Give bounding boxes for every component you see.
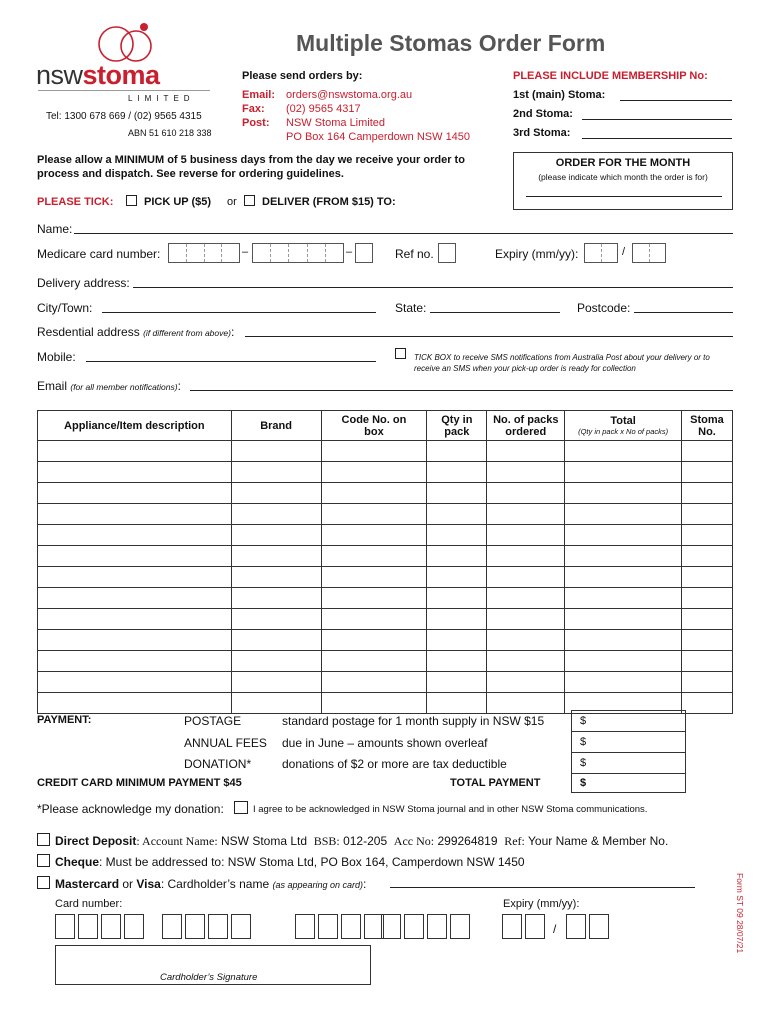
- residential-note: (if different from above): [143, 328, 231, 338]
- dd-checkbox[interactable]: [37, 833, 50, 846]
- post-label: Post:: [242, 117, 270, 129]
- page-title: Multiple Stomas Order Form: [296, 30, 606, 56]
- post-line1: NSW Stoma Limited: [286, 117, 386, 129]
- table-cell[interactable]: [487, 588, 565, 609]
- table-cell[interactable]: [487, 630, 565, 651]
- card-mastercard: Mastercard: [55, 877, 120, 891]
- table-cell[interactable]: [321, 567, 427, 588]
- cheque-label: Cheque: [55, 855, 100, 869]
- table-row: [38, 525, 733, 546]
- table-cell[interactable]: [427, 504, 487, 525]
- payment-desc-postage: standard postage for 1 month supply in NSW $15: [282, 714, 545, 728]
- table-cell[interactable]: [565, 525, 682, 546]
- membership-third-field[interactable]: [582, 127, 732, 139]
- table-cell[interactable]: [231, 609, 321, 630]
- table-row: [38, 462, 733, 483]
- table-cell[interactable]: [681, 546, 732, 567]
- email-label: Email:: [242, 89, 276, 101]
- card-expiry-label: Expiry (mm/yy):: [503, 898, 580, 910]
- table-cell[interactable]: [565, 483, 682, 504]
- table-cell[interactable]: [487, 672, 565, 693]
- processing-notice: Please allow a MINIMUM of 5 business days from the day we receive your order to process and dispatch. See reverse for ordering guidelines.: [37, 154, 465, 180]
- email-label-wrap: [37, 379, 181, 393]
- table-cell[interactable]: [427, 672, 487, 693]
- card-holder-colon: :: [363, 877, 367, 891]
- table-cell[interactable]: [231, 483, 321, 504]
- amount-total[interactable]: $: [580, 777, 587, 789]
- table-cell[interactable]: [565, 630, 682, 651]
- table-row: [38, 630, 733, 651]
- table-cell[interactable]: [321, 504, 427, 525]
- payment-amount-box: [571, 710, 686, 793]
- items-header-row: [38, 411, 733, 441]
- payment-desc-donation: donations of $2 or more are tax deductible: [282, 757, 507, 771]
- table-cell[interactable]: [38, 651, 232, 672]
- amount-fees[interactable]: $: [572, 732, 685, 753]
- card-expiry-slash: /: [553, 922, 557, 936]
- city-label: City/Town:: [37, 301, 93, 315]
- membership-first-label: 1st (main) Stoma:: [513, 89, 606, 101]
- credit-minimum: CREDIT CARD MINIMUM PAYMENT $45: [37, 777, 242, 789]
- sms-text: TICK BOX to receive SMS notifications from Australia Post about your delivery or to receive an SMS when your pick-up order is ready for collection: [414, 353, 710, 373]
- table-cell[interactable]: [487, 567, 565, 588]
- table-cell[interactable]: [565, 441, 682, 462]
- name-field[interactable]: [74, 224, 733, 234]
- order-month-heading: ORDER FOR THE MONTH: [555, 157, 691, 169]
- table-cell[interactable]: [681, 693, 732, 714]
- logo-rule: [38, 90, 210, 91]
- org-abn: ABN 51 610 218 338: [128, 128, 212, 138]
- membership-first-field[interactable]: [620, 89, 732, 101]
- table-cell[interactable]: [427, 483, 487, 504]
- table-row: [38, 483, 733, 504]
- table-cell[interactable]: [565, 504, 682, 525]
- table-cell[interactable]: [565, 609, 682, 630]
- col-total-note: (Qty in pack x No of packs): [578, 427, 669, 436]
- table-row: [38, 546, 733, 567]
- medicare-box-1[interactable]: [168, 243, 240, 263]
- dd-acc-no: 299264819: [437, 834, 498, 848]
- ack-label: *Please acknowledge my donation:: [37, 802, 224, 816]
- deliver-checkbox[interactable]: [244, 195, 255, 206]
- table-cell[interactable]: [231, 651, 321, 672]
- table-cell[interactable]: [321, 609, 427, 630]
- table-cell[interactable]: [427, 693, 487, 714]
- table-cell[interactable]: [38, 483, 232, 504]
- table-cell[interactable]: [38, 441, 232, 462]
- table-cell[interactable]: [38, 546, 232, 567]
- email-note: (for all member notifications): [70, 382, 178, 392]
- table-cell[interactable]: [38, 462, 232, 483]
- dd-acc-no-label: Acc No:: [393, 834, 435, 848]
- table-cell[interactable]: [681, 504, 732, 525]
- medicare-box-3[interactable]: [355, 243, 373, 263]
- residential-field[interactable]: [245, 327, 733, 337]
- col-packs: No. of packs ordered: [487, 411, 565, 441]
- table-cell[interactable]: [38, 588, 232, 609]
- medicare-label: Medicare card number:: [37, 247, 161, 261]
- table-cell[interactable]: [427, 525, 487, 546]
- col-total: [565, 411, 682, 441]
- name-label: Name:: [37, 222, 73, 236]
- mobile-label: Mobile:: [37, 350, 76, 364]
- table-cell[interactable]: [681, 672, 732, 693]
- col-brand: Brand: [231, 411, 321, 441]
- table-cell[interactable]: [231, 525, 321, 546]
- table-cell[interactable]: [231, 504, 321, 525]
- dd-ref: Your Name & Member No.: [528, 834, 669, 848]
- state-field[interactable]: [430, 303, 560, 313]
- tick-or: or: [227, 196, 237, 208]
- ref-label: Ref no.: [395, 247, 434, 261]
- table-cell[interactable]: [487, 651, 565, 672]
- table-cell[interactable]: [427, 630, 487, 651]
- email-colon: :: [177, 379, 181, 393]
- table-cell[interactable]: [231, 567, 321, 588]
- table-cell[interactable]: [427, 609, 487, 630]
- ref-box[interactable]: [438, 243, 456, 263]
- form-code: Form ST 09 28/07/21: [735, 873, 745, 954]
- card-expiry-yy[interactable]: [566, 914, 612, 939]
- ack-text: I agree to be acknowledged in NSW Stoma journal and in other NSW Stoma communications.: [253, 804, 648, 815]
- card-checkbox[interactable]: [37, 876, 50, 889]
- city-field[interactable]: [102, 303, 376, 313]
- card-expiry-mm[interactable]: [502, 914, 548, 939]
- medicare-box-2[interactable]: [252, 243, 344, 263]
- dd-account-name: NSW Stoma Ltd: [221, 834, 308, 848]
- medicare-expiry-yy[interactable]: [632, 243, 666, 263]
- table-cell[interactable]: [231, 441, 321, 462]
- table-cell[interactable]: [427, 462, 487, 483]
- col-description: Appliance/Item description: [38, 411, 232, 441]
- signature-label: Cardholder’s Signature: [160, 972, 258, 983]
- table-cell[interactable]: [487, 504, 565, 525]
- table-cell[interactable]: [38, 672, 232, 693]
- total-payment-label: TOTAL PAYMENT: [450, 777, 541, 789]
- table-cell[interactable]: [487, 441, 565, 462]
- table-cell[interactable]: [321, 630, 427, 651]
- col-stoma: Stoma No.: [681, 411, 732, 441]
- col-qty: Qty in pack: [427, 411, 487, 441]
- table-cell[interactable]: [487, 462, 565, 483]
- table-row: [38, 567, 733, 588]
- membership-second-label: 2nd Stoma:: [513, 108, 573, 120]
- sms-checkbox[interactable]: [395, 348, 406, 359]
- pickup-label: PICK UP ($5): [144, 196, 212, 208]
- medicare-expiry-mm[interactable]: [584, 243, 618, 263]
- table-cell[interactable]: [565, 567, 682, 588]
- table-cell[interactable]: [681, 567, 732, 588]
- postcode-label: Postcode:: [577, 301, 631, 315]
- fax-label: Fax:: [242, 103, 265, 115]
- delivery-field[interactable]: [133, 278, 733, 288]
- pickup-checkbox[interactable]: [126, 195, 137, 206]
- order-month-box: [513, 152, 733, 210]
- table-cell[interactable]: [321, 651, 427, 672]
- table-cell[interactable]: [38, 630, 232, 651]
- table-cell[interactable]: [38, 609, 232, 630]
- table-cell[interactable]: [38, 693, 232, 714]
- logo-limited: LIMITED: [128, 94, 195, 103]
- deliver-label: DELIVER (FROM $15) TO:: [262, 196, 396, 208]
- order-month-sub: (please indicate which month the order is for): [538, 172, 708, 182]
- logo-stoma: stoma: [82, 60, 160, 90]
- dd-account-name-label: : Account Name:: [136, 834, 218, 848]
- table-cell[interactable]: [487, 546, 565, 567]
- table-row: [38, 504, 733, 525]
- send-block: [242, 88, 470, 144]
- table-cell[interactable]: [681, 525, 732, 546]
- table-cell[interactable]: [231, 588, 321, 609]
- table-cell[interactable]: [681, 483, 732, 504]
- table-cell[interactable]: [681, 609, 732, 630]
- state-label: State:: [395, 301, 427, 315]
- medicare-expiry-label: Expiry (mm/yy):: [495, 247, 579, 261]
- table-cell[interactable]: [38, 567, 232, 588]
- medicare-dash-2: –: [346, 246, 353, 258]
- residential-colon: :: [230, 325, 235, 339]
- email-value: orders@nswstoma.org.au: [286, 89, 413, 101]
- table-cell[interactable]: [321, 693, 427, 714]
- table-cell[interactable]: [427, 546, 487, 567]
- dd-bsb-label: BSB:: [313, 834, 340, 848]
- email-field-label: Email: [37, 379, 68, 393]
- items-table: [37, 410, 733, 714]
- send-heading: Please send orders by:: [242, 70, 363, 82]
- table-cell[interactable]: [487, 483, 565, 504]
- table-cell[interactable]: [681, 462, 732, 483]
- table-cell[interactable]: [487, 525, 565, 546]
- table-cell[interactable]: [231, 630, 321, 651]
- delivery-label: Delivery address:: [37, 276, 130, 290]
- table-cell[interactable]: [681, 441, 732, 462]
- table-cell[interactable]: [565, 462, 682, 483]
- table-cell[interactable]: [565, 588, 682, 609]
- table-cell[interactable]: [38, 525, 232, 546]
- membership-second-field[interactable]: [582, 108, 732, 120]
- payment-item-fees: ANNUAL FEES: [184, 736, 267, 750]
- medicare-dash-1: –: [242, 246, 249, 258]
- amount-postage[interactable]: $: [572, 711, 685, 732]
- table-row: [38, 672, 733, 693]
- payment-label: PAYMENT:: [37, 714, 92, 726]
- residential-label: Resdential address: [37, 325, 140, 339]
- table-cell[interactable]: [487, 609, 565, 630]
- table-row: [38, 651, 733, 672]
- card-number-label: Card number:: [55, 898, 123, 910]
- cardholder-name-field[interactable]: [390, 877, 695, 888]
- table-row: [38, 588, 733, 609]
- table-cell[interactable]: [321, 462, 427, 483]
- table-cell[interactable]: [231, 672, 321, 693]
- payment-item-postage: POSTAGE: [184, 714, 242, 728]
- post-line2: PO Box 164 Camperdown NSW 1450: [286, 131, 471, 143]
- table-cell[interactable]: [321, 483, 427, 504]
- medicare-expiry-slash: /: [622, 246, 626, 258]
- membership-third-label: 3rd Stoma:: [513, 127, 571, 139]
- mobile-field[interactable]: [86, 352, 376, 362]
- order-month-field[interactable]: [526, 196, 722, 197]
- table-cell[interactable]: [231, 546, 321, 567]
- col-code: Code No. on box: [321, 411, 427, 441]
- logo-nsw: nsw: [36, 60, 83, 90]
- card-or: or: [119, 877, 137, 891]
- dd-bsb: 012-205: [343, 834, 388, 848]
- table-cell[interactable]: [321, 525, 427, 546]
- postcode-field[interactable]: [634, 303, 733, 313]
- table-cell[interactable]: [565, 546, 682, 567]
- dd-label: Direct Deposit: [55, 834, 137, 848]
- table-cell[interactable]: [681, 630, 732, 651]
- table-cell[interactable]: [321, 672, 427, 693]
- card-holder-label: : Cardholder’s name: [160, 877, 270, 891]
- dd-line: [55, 834, 668, 849]
- residential-label-wrap: [37, 325, 234, 339]
- table-cell[interactable]: [427, 567, 487, 588]
- table-cell[interactable]: [38, 504, 232, 525]
- cheque-line: [55, 855, 525, 869]
- table-cell[interactable]: [681, 651, 732, 672]
- tick-label: PLEASE TICK:: [37, 196, 114, 208]
- amount-donation[interactable]: $: [572, 753, 685, 774]
- table-row: [38, 441, 733, 462]
- table-cell[interactable]: [231, 462, 321, 483]
- table-cell[interactable]: [487, 693, 565, 714]
- email-field[interactable]: [190, 381, 733, 391]
- table-cell[interactable]: [321, 588, 427, 609]
- table-cell[interactable]: [427, 651, 487, 672]
- table-cell[interactable]: [427, 588, 487, 609]
- table-row: [38, 609, 733, 630]
- card-holder-note: (as appearing on card): [272, 880, 364, 890]
- payment-item-donation: DONATION*: [184, 757, 252, 771]
- card-number-boxes[interactable]: [55, 914, 495, 939]
- table-cell[interactable]: [565, 651, 682, 672]
- table-cell[interactable]: [321, 546, 427, 567]
- table-cell[interactable]: [565, 672, 682, 693]
- ack-checkbox[interactable]: [234, 801, 248, 814]
- table-cell[interactable]: [321, 441, 427, 462]
- col-total-label: Total: [610, 415, 636, 427]
- logo-wordmark: [36, 62, 160, 89]
- dd-ref-label: Ref:: [504, 834, 525, 848]
- card-line: [55, 877, 366, 891]
- cheque-text: : Must be addressed to: NSW Stoma Ltd, PO Box 164, Camperdown NSW 1450: [99, 855, 525, 869]
- table-cell[interactable]: [231, 693, 321, 714]
- table-cell[interactable]: [427, 441, 487, 462]
- org-tel: Tel: 1300 678 669 / (02) 9565 4315: [46, 111, 202, 122]
- table-cell[interactable]: [681, 588, 732, 609]
- payment-desc-fees: due in June – amounts shown overleaf: [282, 736, 488, 750]
- card-visa: Visa: [136, 877, 161, 891]
- membership-heading: PLEASE INCLUDE MEMBERSHIP No:: [513, 70, 708, 82]
- cheque-checkbox[interactable]: [37, 854, 50, 867]
- fax-value: (02) 9565 4317: [286, 103, 361, 115]
